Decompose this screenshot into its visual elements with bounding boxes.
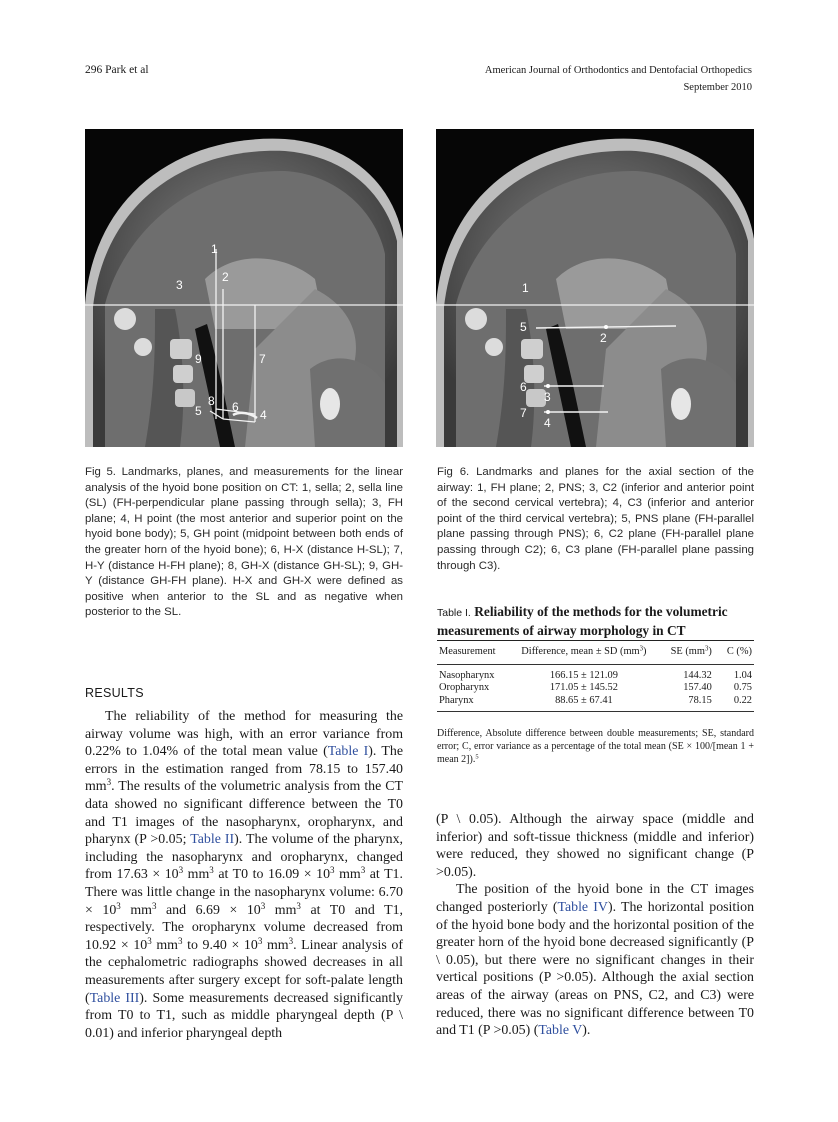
cell-se: 78.15 [688, 694, 712, 706]
figure-6-ct-image [436, 129, 754, 447]
table-row [437, 670, 754, 683]
results-paragraph-1: The reliability of the method for measuring the airway volume was high, with an error variance from 0.22% to 1.04% of the total mean value (Table I). The errors in the estimation ranged from 78.15 to 157.40 $mm^3$. The results of the volumetric analysis from the CT data showed no significant difference between the T0 and T1 images of the nasopharynx, oropharynx, and pharynx (P >0.05; Table II). The volume of the pharynx, including the nasopharynx and oropharynx, changed from $17.63 \times 10^3$ $mm^3$ at T0 to $16.09 \times 10^3$ $mm^3$ at T1. There was little change in the nasopharynx volume: $6.70 \times 10^3$ $mm^3$ and $6.69 \times 10^3$ $mm^3$ at T0 and T1, respectively. The oropharynx volume decreased from $10.92 \times 10^3$ $mm^3$ to $9.40 \times 10^3$ $mm^3$. Linear analysis of the cephalometric radiographs showed decreases in all measurements after surgery except for soft-palate length (Table III). Some measurements decreased significantly from T0 to T1, such as middle pharyngeal depth (P \ 0.01) and inferior pharyngeal depth [85, 709, 404, 1041]
fig5-label-5: 5 [195, 404, 202, 418]
table-1-title [437, 603, 755, 639]
fig6-label-5: 5 [520, 320, 527, 334]
table-1-label: Table I. [437, 607, 471, 619]
results-paragraph-2: The position of the hyoid bone in the CT images changed posteriorly (Table IV). The horizontal position of the hyoid bone body and the horizontal position of the greater horn of the hyoid bone decreased significantly (P \ 0.05), but there were no significant changes in their vertical positions (P >0.05). Although the axial section areas of the airway (areas on PNS, C2, and C3) were reduced, there was no significant difference between T0 and T1 (P >0.05) (Table V). [436, 882, 755, 1039]
cell-c: 1.04 [733, 669, 752, 681]
link-table-2[interactable]: Table II [190, 832, 235, 848]
cell-measurement: Pharynx [439, 694, 474, 706]
fig5-label-9: 9 [195, 352, 202, 366]
cell-difference: 88.65 ± 67.41 [555, 694, 613, 706]
figure-6-caption: Fig 6. Landmarks and planes for the axial section of the airway: 1, FH plane; 2, PNS; 3, C2 (inferior and anterior point of the second cervical vertebra); 4, C3 (inferior and anterior point of the third cervical vertebra); 5, PNS plane (FH-parallel plane passing through PNS); 6, C2 plane (FH-parallel plane passing through C2); 6, C3 plane (FH-parallel plane passing through C3). [437, 466, 754, 572]
fig6-label-1: 1 [522, 281, 529, 295]
fig6-label-3: 3 [544, 390, 551, 404]
fig5-label-8: 8 [208, 394, 215, 408]
table-1-footnote: Difference, Absolute difference between double measurements; SE, standard error; C, error variance as a percentage of the total mean (SE × 100/[mean 1 + mean 2]).$^5$ [437, 728, 754, 765]
figure-5-graphic [85, 129, 403, 447]
running-head-right [485, 62, 752, 96]
cell-se: 157.40 [683, 682, 712, 694]
figure-5-ct-image [85, 129, 403, 447]
results-paragraph-1-cont: (P \ 0.05). Although the airway space (middle and inferior) and soft-tissue thickness (middle and inferior) were reduced, they showed no significant change (P >0.05). [436, 812, 754, 880]
cell-difference: 171.05 ± 145.52 [549, 682, 618, 694]
table-1-grid [437, 641, 754, 712]
section-heading-results: RESULTS [85, 686, 144, 700]
fig6-label-2: 2 [600, 331, 607, 345]
fig6-label-4: 4 [544, 416, 551, 430]
cell-measurement: Nasopharynx [439, 669, 495, 681]
fig5-label-3: 3 [176, 278, 183, 292]
running-head-left: 296 Park et al [85, 64, 149, 76]
fig5-label-2: 2 [222, 270, 229, 284]
cell-c: 0.22 [733, 694, 752, 706]
fig5-label-1: 1 [211, 242, 218, 256]
link-table-3[interactable]: Table III [89, 990, 140, 1006]
figure-6-graphic [436, 129, 754, 447]
journal-name: American Journal of Orthodontics and Dentofacial Orthopedics [484, 65, 752, 76]
cell-c: 0.75 [733, 682, 752, 694]
link-table-5[interactable]: Table V [538, 1023, 583, 1039]
cell-se: 144.32 [683, 669, 712, 681]
figure-5-caption: Fig 5. Landmarks, planes, and measurements for the linear analysis of the hyoid bone position on CT: 1, sella; 2, sella line (SL) (FH-perpendicular plane passing through sella); 3, FH plane; 4, H point (the most anterior and superior point on the hyoid bone body); 5, GH point (midpoint between both ends of the greater horn of the hyoid bone); 6, H-X (distance H-SL); 7, H-Y (distance H-FH plane); 8, GH-X (distance GH-SL); 9, GH-Y (distance GH-FH plane). H-X and GH-X were defined as positive when anterior to the SL and as negative when posterior to the SL. [85, 466, 403, 619]
results-left-column [85, 708, 403, 1042]
cell-difference: 166.15 ± 121.09 [549, 669, 618, 681]
table-header-row [437, 641, 754, 664]
table-row [437, 695, 754, 708]
fig5-label-4: 4 [260, 408, 267, 422]
cell-measurement: Oropharynx [439, 682, 490, 694]
link-table-1[interactable]: Table I [327, 744, 369, 760]
table-row [437, 682, 754, 695]
table-1-caption: Reliability of the methods for the volumetric measurements of airway morphology in CT [437, 604, 728, 638]
table-1 [437, 640, 754, 712]
col-header-difference: Difference, mean ± SD $(mm^3)$ [521, 645, 647, 657]
fig5-label-7: 7 [259, 352, 266, 366]
link-table-4[interactable]: Table IV [557, 899, 608, 915]
col-header-se: SE $(mm^3)$ [670, 645, 712, 657]
issue-date: September 2010 [683, 82, 752, 93]
fig5-label-6: 6 [232, 400, 239, 414]
results-right-column [436, 811, 754, 1040]
fig6-label-7: 7 [520, 406, 527, 420]
col-header-c: C (%) [726, 646, 752, 657]
col-header-measurement: Measurement [439, 646, 496, 657]
fig6-label-6: 6 [520, 380, 527, 394]
